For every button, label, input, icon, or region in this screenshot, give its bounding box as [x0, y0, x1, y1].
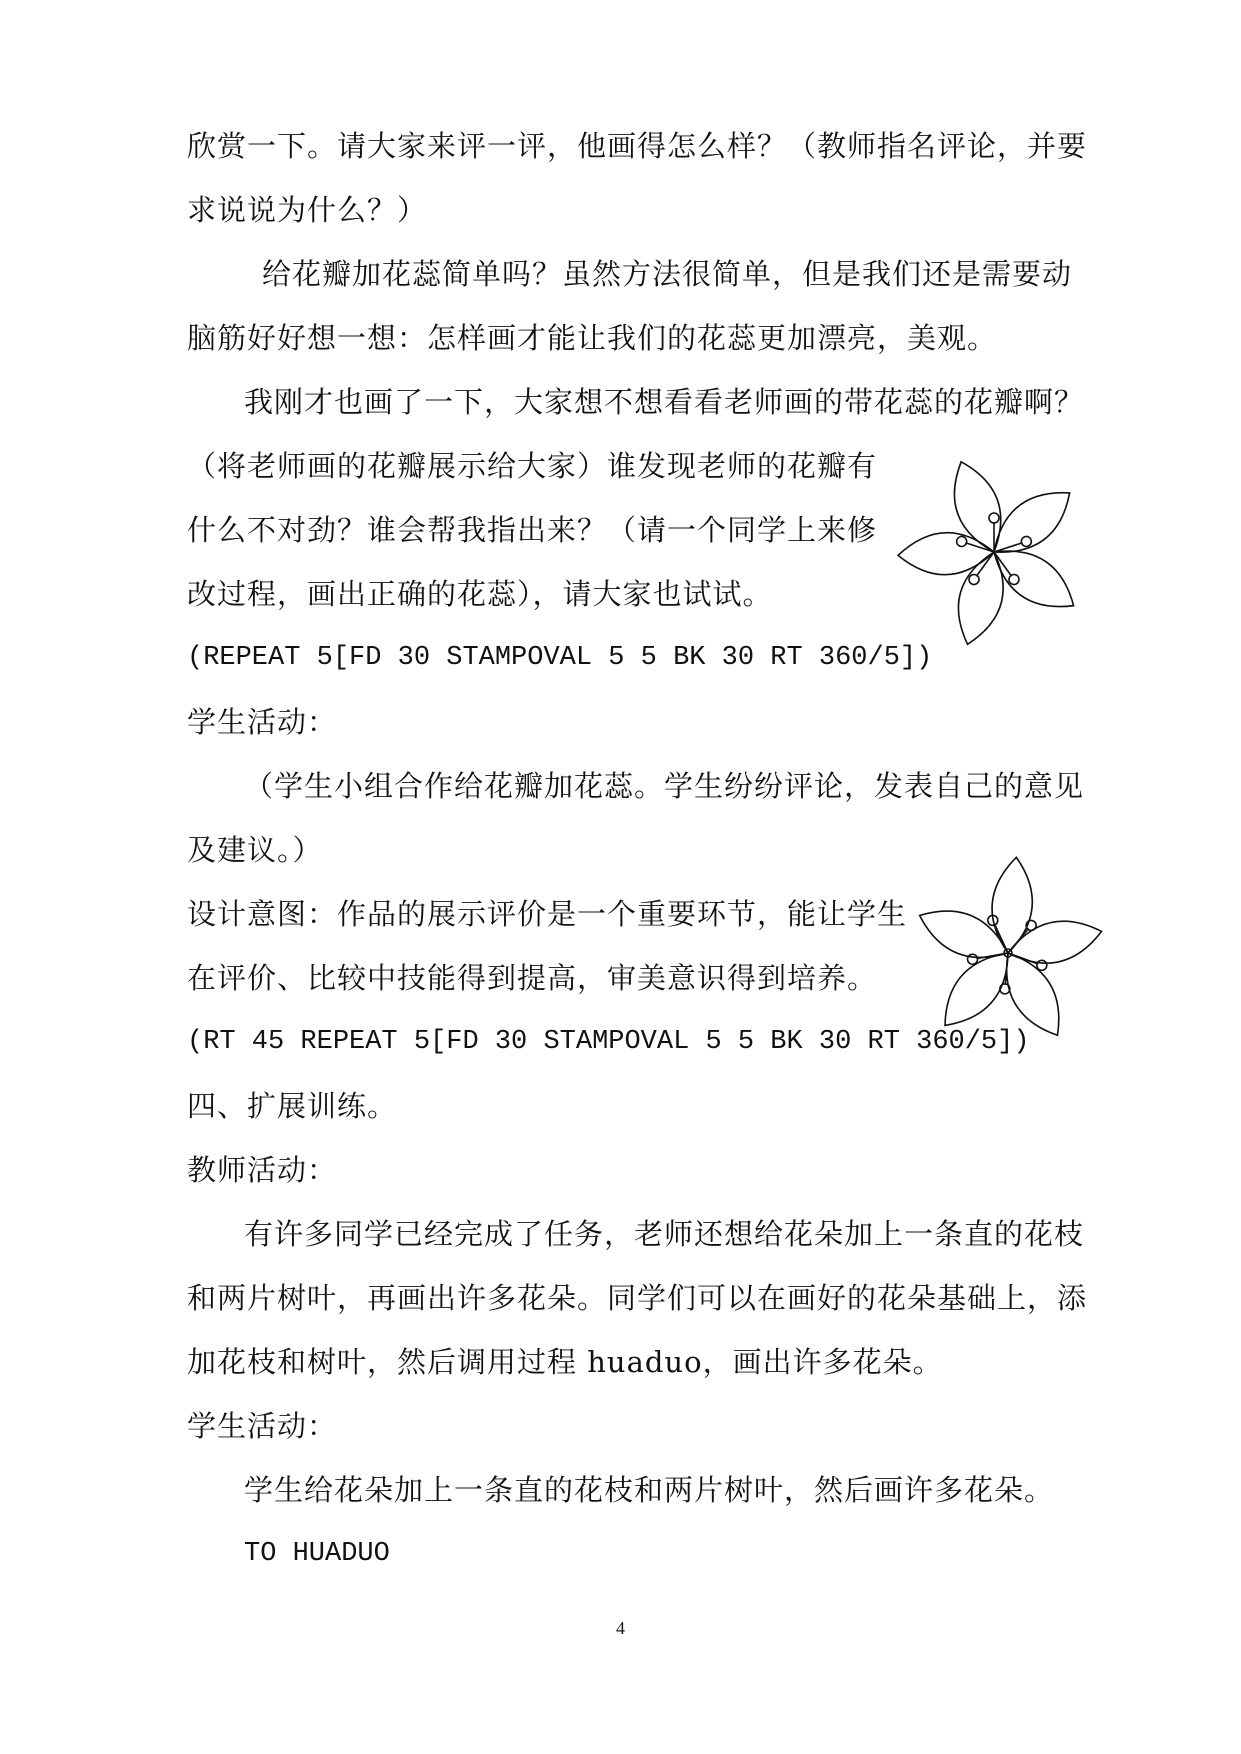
flower-stamen	[1004, 918, 1038, 956]
section-label: 学生活动：	[187, 1409, 338, 1443]
paragraph-line: 改过程，画出正确的花蕊），请大家也试试。	[187, 577, 773, 611]
paragraph-line: （将老师画的花瓣展示给大家）谁发现老师的花瓣有	[187, 449, 878, 483]
paragraph-line: 设计意图：作品的展示评价是一个重要环节，能让学生	[187, 897, 908, 931]
paragraph-line: 给花瓣加花蕊简单吗？虽然方法很简单，但是我们还是需要动	[262, 257, 1073, 291]
paragraph-line: 有许多同学已经完成了任务，老师还想给花朵加上一条直的花枝	[244, 1217, 1085, 1251]
paragraph-line: 我刚才也画了一下，大家想不想看看老师画的带花蕊的花瓣啊？	[244, 385, 1085, 419]
flower-stamen	[989, 513, 999, 552]
paragraph-line: 什么不对劲？谁会帮我指出来？（请一个同学上来修	[187, 513, 878, 547]
paragraph-line: 和两片树叶，再画出许多花朵。同学们可以在画好的花朵基础上，添	[187, 1281, 1088, 1315]
section-label: 教师活动：	[187, 1153, 338, 1187]
code-line: TO HUADUO	[244, 1539, 390, 1569]
paragraph-line: 在评价、比较中技能得到提高，审美意识得到培养。	[187, 961, 878, 995]
page-number: 4	[616, 1618, 625, 1638]
flower-figure-2	[905, 855, 1115, 1055]
paragraph-line: 加花枝和树叶，然后调用过程 huaduo，画出许多花朵。	[187, 1345, 943, 1379]
paragraph-line: 求说说为什么？）	[187, 193, 428, 227]
section-heading: 四、扩展训练。	[187, 1089, 398, 1123]
flower-petal	[1004, 912, 1107, 973]
code-line: (REPEAT 5[FD 30 STAMPOVAL 5 5 BK 30 RT 360/5])	[187, 643, 933, 673]
code-line: (RT 45 REPEAT 5[FD 30 STAMPOVAL 5 5 BK 30 RT 360/5])	[187, 1027, 1030, 1057]
paragraph-line: 及建议。）	[187, 833, 323, 867]
flower-petal	[941, 455, 1013, 560]
flower-petal	[897, 531, 994, 576]
paragraph-line: 脑筋好好想一想：怎样画才能让我们的花蕊更加漂亮，美观。	[187, 321, 998, 355]
paragraph-line: 学生给花朵加上一条直的花枝和两片树叶，然后画许多花朵。	[244, 1473, 1055, 1507]
flower-figure-1	[890, 450, 1090, 650]
flower-petal	[982, 535, 1085, 624]
flower-petal	[912, 897, 1016, 971]
section-label: 学生活动：	[187, 705, 338, 739]
paragraph-line: 欣赏一下。请大家来评一评，他画得怎么样？（教师指名评论，并要	[187, 129, 1088, 163]
flower-petal	[988, 856, 1036, 955]
paragraph-line: （学生小组合作给花瓣加花蕊。学生纷纷评论，发表自己的意见	[244, 769, 1085, 803]
